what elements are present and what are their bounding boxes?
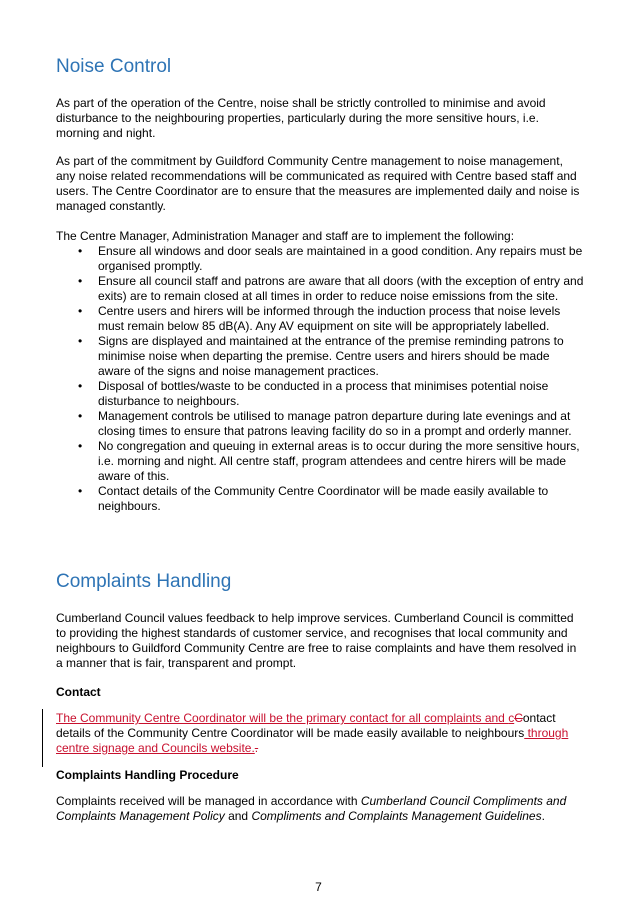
page-number: 7	[315, 880, 322, 894]
noise-control-heading: Noise Control	[56, 56, 172, 77]
contact-heading: Contact	[56, 685, 101, 699]
noise-paragraph-2: As part of the commitment by Guildford Community Centre management to noise management, any noise related recommendations will be communicated as required with Centre based staff and users. The Centre Coordinator are to ensure that the measures are implemented daily and noise is managed constantly.	[56, 154, 580, 213]
list-item: • Disposal of bottles/waste to be conducted in a process that minimises potential noise disturbance to neighbours.	[78, 379, 549, 408]
list-item: • Management controls be utilised to manage patron departure during late evenings and at closing times to ensure that patrons leaving facility do so in a prompt and orderly manner.	[78, 409, 572, 438]
bullet-icon: •	[78, 274, 83, 288]
procedure-heading: Complaints Handling Procedure	[56, 768, 239, 782]
contact-paragraph: The Community Centre Coordinator will be the primary contact for all complaints and cContact details of the Community Centre Coordinator will be made easily available to neighbours through centre signage and Councils website..	[56, 711, 569, 755]
complaints-paragraph: Cumberland Council values feedback to help improve services. Cumberland Council is committed to providing the highest standards of customer service, and recognises that local community and neighbours to Guildford Community Centre are free to raise complaints and have them resolved in a manner that is fair, transparent and prompt.	[56, 611, 577, 670]
tracked-insertion: through centre signage and Councils website.	[56, 726, 569, 755]
list-item: • No congregation and queuing in external areas is to occur during the more sensitive hours, i.e. morning and night. All centre staff, program attendees and centre hirers will be made aware of this.	[78, 439, 580, 483]
tracked-deletion: C	[514, 711, 523, 725]
tracked-insertion: c	[508, 711, 515, 725]
bullet-icon: •	[78, 379, 83, 393]
noise-measures-list	[56, 244, 584, 514]
list-item: • Centre users and hirers will be informed through the induction process that noise levels must remain below 85 dB(A). Any AV equipment on site will be appropriately labelled.	[78, 304, 561, 333]
bullet-icon: •	[78, 304, 83, 318]
tracked-insertion: The Community Centre Coordinator will be the primary contact for all complaints and	[56, 711, 509, 725]
list-item: • Signs are displayed and maintained at the entrance of the premise reminding patrons to minimise noise when departing the premise. Centre users and hirers should be made aware of the signs and noise management practices.	[78, 334, 564, 378]
tracked-deletion: .	[254, 741, 259, 755]
procedure-paragraph: Complaints received will be managed in accordance with Cumberland Council Compliments and Complaints Management Policy and Compliments and Complaints Management Guidelines.	[56, 794, 567, 823]
bullet-icon: •	[78, 334, 83, 348]
list-item: • Contact details of the Community Centre Coordinator will be made easily available to neighbours.	[78, 484, 549, 513]
bullet-icon: •	[78, 439, 83, 453]
bullet-icon: •	[78, 409, 83, 423]
list-item: • Ensure all council staff and patrons are aware that all doors (with the exception of entry and exits) are to remain closed at all times in order to reduce noise emissions from the site.	[78, 274, 584, 303]
complaints-handling-heading: Complaints Handling	[56, 571, 232, 592]
noise-paragraph-1: As part of the operation of the Centre, noise shall be strictly controlled to minimise and avoid disturbance to the neighbouring properties, particularly during the more sensitive hours, i.e. morning and night.	[56, 96, 546, 140]
change-bar	[42, 709, 43, 767]
list-item: • Ensure all windows and door seals are maintained in a good condition. Any repairs must be organised promptly.	[78, 244, 583, 273]
noise-paragraph-3: The Centre Manager, Administration Manager and staff are to implement the following:	[56, 229, 515, 243]
bullet-icon: •	[78, 484, 83, 498]
bullet-icon: •	[78, 244, 83, 258]
